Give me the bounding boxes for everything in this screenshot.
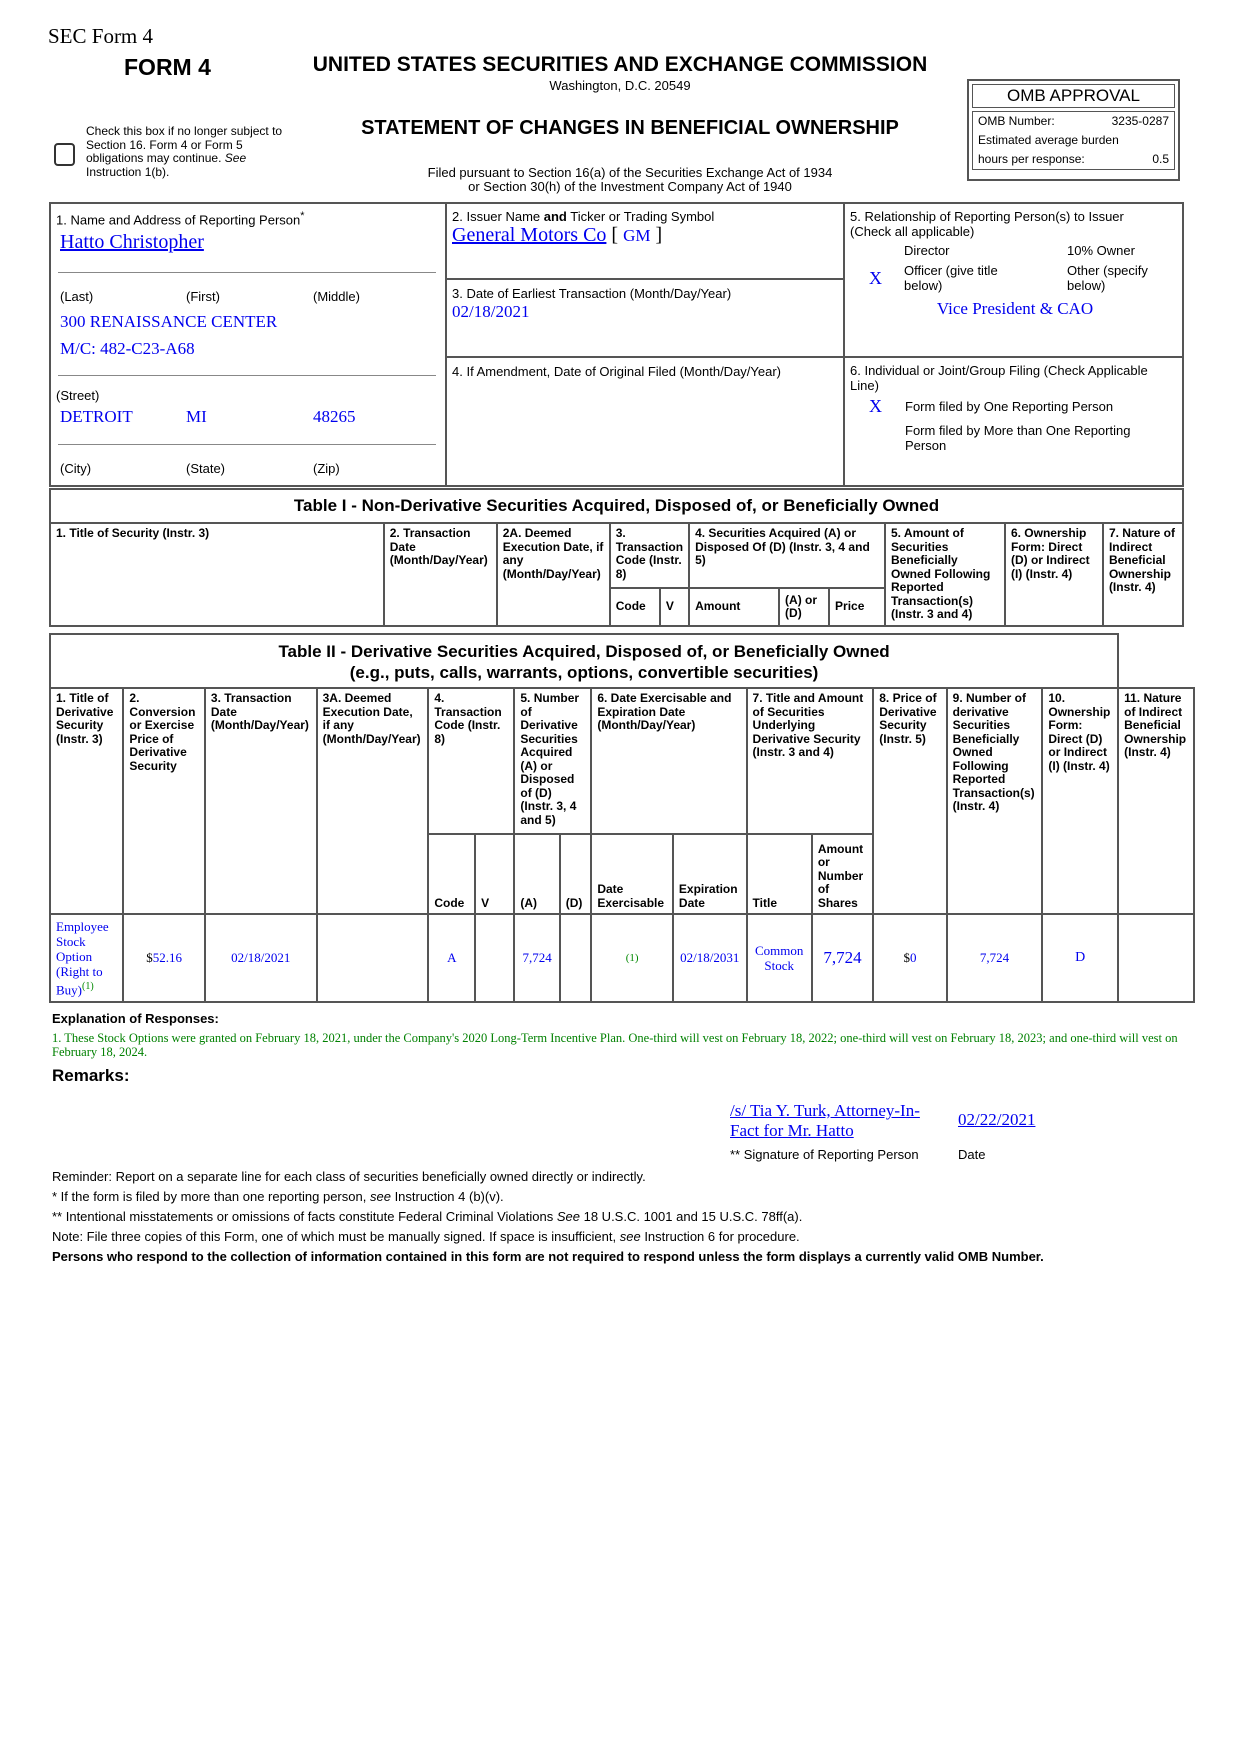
box6-label: 6. Individual or Joint/Group Filing (Check Applicable Line): [850, 363, 1148, 393]
filing-one-person: Form filed by One Reporting Person: [905, 399, 1114, 414]
t1-header-title: 1. Title of Security (Instr. 3): [50, 523, 384, 626]
reporting-person-name[interactable]: Hatto Christopher: [60, 231, 204, 253]
street-line-2: M/C: 482-C23-A68: [60, 339, 195, 358]
statement-title: STATEMENT OF CHANGES IN BENEFICIAL OWNERSHIP: [361, 117, 899, 139]
other-option: Other (specify below): [1067, 263, 1148, 293]
omb-number-label: OMB Number:: [978, 114, 1055, 128]
checkbox-text-line: Check this box if no longer subject to: [86, 124, 283, 138]
ten-pct-owner-option: 10% Owner: [1067, 243, 1135, 258]
table-1-non-derivative: [49, 488, 1184, 627]
t1-sub-price: Price: [829, 588, 885, 626]
t2-sub-v: V: [475, 834, 514, 914]
t2-sub-expiration: Expiration Date: [673, 834, 747, 914]
checkbox-text-line: Section 16. Form 4 or Form 5: [86, 137, 243, 152]
t2-header-owned: 9. Number of derivative Securities Beneficially Owned Following Reported Transaction(s) (Instr. 4): [947, 688, 1043, 914]
row-transaction-date: 02/18/2021: [205, 914, 317, 1002]
signature[interactable]: /s/ Tia Y. Turk, Attorney-In-Fact for Mr. Hatto: [730, 1101, 920, 1140]
filed-line-2: or Section 30(h) of the Investment Company Act of 1940: [468, 179, 792, 194]
t1-header-deemed: 2A. Deemed Execution Date, if any (Month/Day/Year): [497, 523, 610, 626]
table-2-title-line2: (e.g., puts, calls, warrants, options, convertible securities): [349, 663, 819, 682]
state-label: (State): [186, 461, 226, 476]
t2-header-number: 5. Number of Derivative Securities Acquired (A) or Disposed of (D) (Instr. 3, 4 and 5): [514, 688, 591, 834]
t2-header-ownership: 10. Ownership Form: Direct (D) or Indirect (I) (Instr. 4): [1042, 688, 1118, 914]
security-title-text: Employee Stock Option (Right to Buy): [56, 918, 109, 998]
t2-header-nature: 11. Nature of Indirect Beneficial Ownership (Instr. 4): [1118, 688, 1194, 914]
officer-check-mark: X: [869, 268, 882, 288]
omb-approval-box: [967, 79, 1180, 181]
t1-header-acquired: 4. Securities Acquired (A) or Disposed Of (D) (Instr. 3, 4 and 5): [689, 523, 885, 588]
earliest-transaction-date: 02/18/2021: [452, 302, 530, 321]
t1-header-nature: 7. Nature of Indirect Beneficial Ownership (Instr. 4): [1103, 523, 1183, 626]
t2-header-exercisable: 6. Date Exercisable and Expiration Date (Month/Day/Year): [591, 688, 746, 834]
note-text: 18 U.S.C. 1001 and 15 U.S.C. 78ff(a).: [583, 1209, 803, 1224]
t2-header-price: 8. Price of Derivative Security (Instr. 5): [873, 688, 946, 914]
divider: [58, 272, 436, 273]
file-copies-note: [52, 1227, 1044, 1247]
officer-option: Officer (give title below): [904, 263, 998, 293]
t2-header-code: 4. Transaction Code (Instr. 8): [428, 688, 514, 834]
row-deemed-date: [317, 914, 429, 1002]
divider: [445, 278, 845, 280]
row-expiration-date: 02/18/2031: [673, 914, 747, 1002]
see-italic: See: [224, 151, 247, 165]
double-star-note: [52, 1207, 1044, 1227]
first-label: (First): [186, 289, 220, 304]
box4-label: 4. If Amendment, Date of Original Filed (Month/Day/Year): [452, 364, 782, 379]
box2-label: [452, 209, 714, 224]
middle-label: (Middle): [313, 289, 360, 304]
t1-header-code: 3. Transaction Code (Instr. 8): [610, 523, 689, 588]
filing-check-mark: X: [869, 396, 882, 416]
row-security-title: [50, 914, 123, 1002]
omb-details: [972, 111, 1175, 170]
t1-header-ownership: 6. Ownership Form: Direct (D) or Indirect (I) (Instr. 4): [1005, 523, 1103, 626]
omb-number-value: 3235-0287: [1111, 114, 1169, 128]
zip-value: 48265: [313, 407, 356, 426]
box2-label-pre: 2. Issuer Name: [452, 209, 544, 224]
t1-sub-amount: Amount: [689, 588, 779, 626]
row-underlying-title: Common Stock: [747, 914, 812, 1002]
t2-sub-d: (D): [560, 834, 592, 914]
street-line-1: 300 RENAISSANCE CENTER: [60, 312, 278, 331]
checkbox-text-line: Instruction 1(b).: [86, 164, 170, 179]
price-value: 52.16: [152, 950, 183, 965]
note-text: Instruction 6 for procedure.: [644, 1229, 800, 1244]
see-italic: See: [556, 1209, 580, 1224]
row-derivative-price: [873, 914, 946, 1002]
table-1-title: Table I - Non-Derivative Securities Acquired, Disposed of, or Beneficially Owned: [50, 489, 1183, 523]
t2-sub-code: Code: [428, 834, 475, 914]
t2-header-date: 3. Transaction Date (Month/Day/Year): [205, 688, 317, 914]
table-2-title: [50, 634, 1118, 688]
agency-location: Washington, D.C. 20549: [549, 78, 691, 93]
t2-header-title: 1. Title of Derivative Security (Instr. 3): [50, 688, 123, 914]
agency-name: UNITED STATES SECURITIES AND EXCHANGE COMMISSION: [312, 53, 928, 76]
box3-label: 3. Date of Earliest Transaction (Month/Day/Year): [452, 286, 732, 301]
row-owned-following: 7,724: [947, 914, 1043, 1002]
filed-pursuant: [300, 166, 960, 194]
footnote-ref: (1): [82, 980, 94, 992]
t1-sub-aord: (A) or (D): [779, 588, 829, 626]
t2-header-deemed: 3A. Deemed Execution Date, if any (Month/Day/Year): [317, 688, 429, 914]
signature-label: ** Signature of Reporting Person: [730, 1147, 919, 1162]
last-label: (Last): [60, 289, 94, 304]
row-nature: [1118, 914, 1194, 1002]
row-date-exercisable: (1): [591, 914, 673, 1002]
box5-label-line2: (Check all applicable): [850, 224, 975, 239]
table-2-derivative: [49, 633, 1195, 1003]
bracket-close: ]: [655, 224, 663, 246]
box2-label-and: and: [543, 209, 567, 224]
note-text: Note: File three copies of this Form, one of which must be manually signed. If space is insufficient,: [52, 1229, 617, 1244]
omb-hours-label: hours per response:: [978, 152, 1085, 166]
omb-title: OMB APPROVAL: [972, 84, 1175, 108]
zip-label: (Zip): [313, 461, 340, 476]
director-option: Director: [904, 243, 950, 258]
divider: [445, 356, 1184, 358]
see-italic: see: [619, 1229, 641, 1244]
box2-label-post: Ticker or Trading Symbol: [566, 209, 715, 224]
explanation-label: Explanation of Responses:: [52, 1011, 219, 1026]
section16-text: [86, 125, 282, 179]
divider: [445, 202, 447, 487]
filing-more-persons: Form filed by More than One Reporting Person: [905, 423, 1131, 453]
ticker-symbol: GM: [623, 226, 651, 245]
date-label: Date: [958, 1147, 986, 1162]
section16-checkbox[interactable]: [54, 143, 75, 166]
divider: [58, 375, 436, 376]
reminder-note: Reminder: Report on a separate line for each class of securities beneficially owned directly or indirectly.: [52, 1169, 646, 1184]
city-value: DETROIT: [60, 407, 133, 426]
t1-header-date: 2. Transaction Date (Month/Day/Year): [384, 523, 497, 626]
row-acquired: 7,724: [514, 914, 559, 1002]
footer-notes: [52, 1167, 1044, 1267]
t2-header-underlying: 7. Title and Amount of Securities Underlying Derivative Security (Instr. 3 and 4): [747, 688, 874, 834]
table-row: [50, 914, 1194, 1002]
omb-persons-note: Persons who respond to the collection of information contained in this form are not required to respond unless the form displays a currently valid OMB Number.: [52, 1249, 1044, 1264]
bracket-open: [: [611, 224, 619, 246]
t2-sub-date-exercisable: Date Exercisable: [591, 834, 673, 914]
filed-line-1: Filed pursuant to Section 16(a) of the Securities Exchange Act of 1934: [427, 165, 833, 180]
t1-header-amount-owned: 5. Amount of Securities Beneficially Owned Following Reported Transaction(s) (Instr. 3 and 4): [885, 523, 1005, 626]
city-label: (City): [60, 461, 92, 476]
t2-sub-amount: Amount or Number of Shares: [812, 834, 873, 914]
row-ownership-form: D: [1042, 914, 1118, 1002]
explanation-note-1: 1. These Stock Options were granted on February 18, 2021, under the Company's 2020 Long-Term Incentive Plan. One-third will vest on February 18, 2022; one-third will vest on February 18, 2023; and one-third will vest on February 18, 2024.: [52, 1031, 1178, 1059]
note-text: Instruction 4 (b)(v).: [394, 1189, 504, 1204]
remarks-label: Remarks:: [52, 1066, 130, 1085]
see-italic: see: [369, 1189, 391, 1204]
row-v: [475, 914, 514, 1002]
note-text: ** Intentional misstatements or omissions of facts constitute Federal Criminal Violations: [52, 1209, 554, 1224]
table-2-title-line1: Table II - Derivative Securities Acquired, Disposed of, or Beneficially Owned: [278, 642, 890, 661]
omb-burden-label: Estimated average burden: [978, 133, 1119, 147]
single-star-note: [52, 1187, 1044, 1207]
footnote-star: *: [300, 210, 305, 222]
dollar-sign: $: [903, 950, 910, 965]
sec-form-label: SEC Form 4: [48, 24, 154, 48]
box1-label: [56, 210, 304, 227]
omb-hours-value: 0.5: [1152, 152, 1169, 166]
t2-sub-title: Title: [747, 834, 812, 914]
box1-label-text: 1. Name and Address of Reporting Person: [56, 212, 301, 228]
note-text: * If the form is filed by more than one reporting person,: [52, 1189, 367, 1204]
t2-header-conversion: 2. Conversion or Exercise Price of Derivative Security: [123, 688, 204, 914]
box5-label-line1: 5. Relationship of Reporting Person(s) to Issuer: [850, 209, 1124, 224]
t2-sub-a: (A): [514, 834, 559, 914]
divider: [58, 444, 436, 445]
row-underlying-amount: 7,724: [812, 914, 873, 1002]
t1-sub-code: Code: [610, 588, 660, 626]
dollar-sign: $: [146, 950, 153, 965]
t1-sub-v: V: [660, 588, 689, 626]
signature-date[interactable]: 02/22/2021: [958, 1110, 1036, 1129]
street-label: (Street): [56, 388, 100, 403]
issuer-line: [452, 224, 662, 247]
box5-label: [850, 209, 1124, 239]
divider: [843, 202, 845, 487]
row-code: A: [428, 914, 475, 1002]
form-title: FORM 4: [124, 54, 211, 80]
issuer-name[interactable]: General Motors Co: [452, 224, 607, 246]
price-value: 0: [909, 950, 917, 965]
officer-title: Vice President & CAO: [936, 299, 1094, 318]
checkbox-text-line: obligations may continue.: [86, 151, 222, 165]
state-value: MI: [186, 407, 207, 426]
row-disposed: [560, 914, 592, 1002]
row-conversion-price: [123, 914, 204, 1002]
